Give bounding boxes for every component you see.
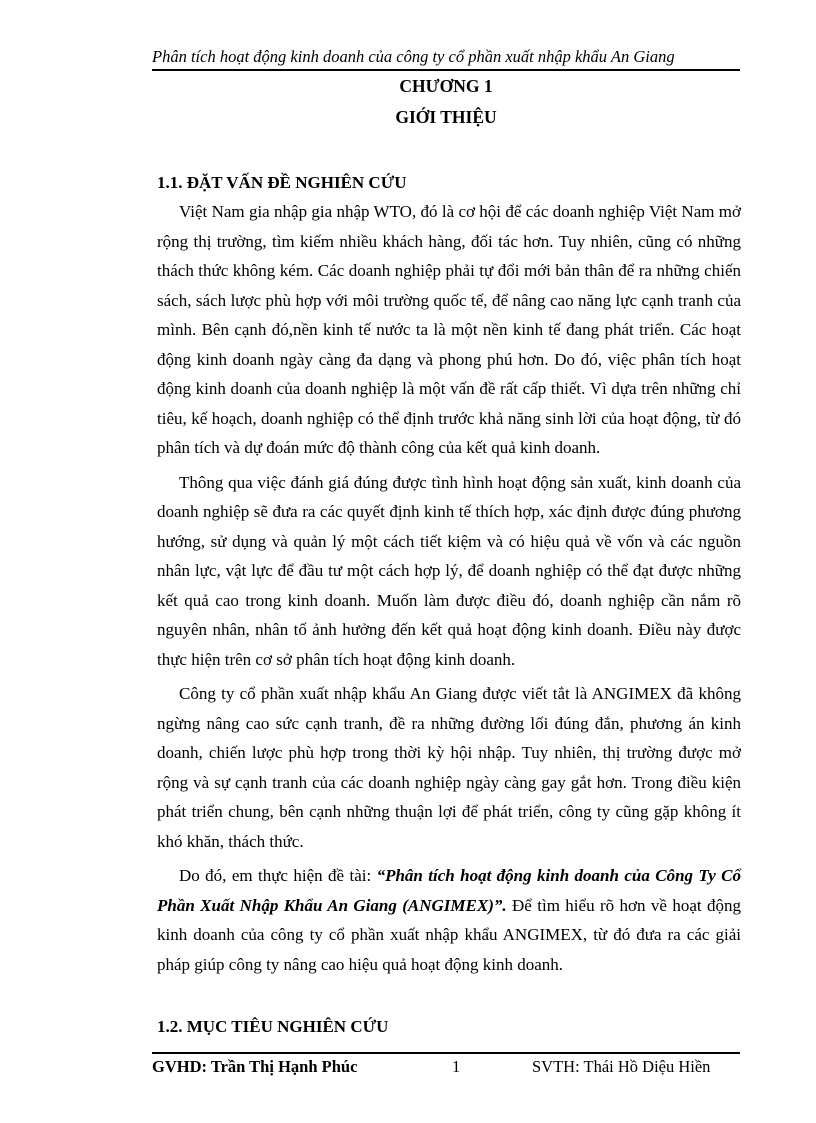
- paragraph: Công ty cổ phần xuất nhập khẩu An Giang được viết tắt là ANGIMEX đã không ngừng nâng cao sức cạnh tranh, đề ra những đường lối đúng đắn, phương án kinh doanh, chiến lược phù hợp trong thời kỳ hội nhập. Tuy nhiên, thị trường được mở rộng và sự cạnh tranh của các doanh nghiệp ngày càng gay gắt hơn. Trong điều kiện phát triển chung, bên cạnh những thuận lợi để phát triển, công ty cũng gặp không ít khó khăn, thách thức.: [157, 684, 741, 851]
- paragraph: Thông qua việc đánh giá đúng được tình hình hoạt động sản xuất, kinh doanh của doanh nghiệp sẽ đưa ra các quyết định kinh tế thích hợp, xác định được đúng phương hướng, sử dụng và quản lý một cách tiết kiệm và có hiệu quả về vốn và các nguồn nhân lực, vật lực để đầu tư một cách hợp lý, để doanh nghiệp có thể đạt được những kết quả cao trong kinh doanh. Muốn làm được điều đó, doanh nghiệp cần nắm rõ nguyên nhân, nhân tố ảnh hưởng đến kết quả hoạt động kinh doanh. Điều này được thực hiện trên cơ sở phân tích hoạt động kinh doanh.: [157, 472, 741, 669]
- body-text: [157, 197, 741, 984]
- topic-lead: Do đó, em thực hiện đề tài:: [179, 866, 377, 885]
- page-number: 1: [452, 1057, 461, 1076]
- running-header: Phân tích hoạt động kinh doanh của công ty cổ phần xuất nhập khẩu An Giang: [152, 47, 675, 66]
- footer-student: SVTH: Thái Hồ Diệu Hiền: [532, 1057, 711, 1076]
- header-rule: [152, 69, 740, 71]
- paragraph-topic: [157, 861, 741, 979]
- section-heading-1-1: 1.1. ĐẶT VẤN ĐỀ NGHIÊN CỨU: [157, 173, 407, 192]
- section-heading-1-2: 1.2. MỤC TIÊU NGHIÊN CỨU: [157, 1017, 389, 1036]
- topic-rest: Để tìm hiểu rõ hơn về hoạt động kinh doanh của công ty cổ phần xuất nhập khẩu ANGIMEX, từ đó đưa ra các giải pháp giúp công ty nâng cao hiệu quả hoạt động kinh doanh.: [157, 895, 741, 974]
- footer-rule: [152, 1052, 740, 1054]
- chapter-title: GIỚI THIỆU: [395, 107, 497, 127]
- footer-advisor: GVHD: Trần Thị Hạnh Phúc: [152, 1057, 358, 1076]
- paragraph: Việt Nam gia nhập gia nhập WTO, đó là cơ hội để các doanh nghiệp Việt Nam mở rộng thị trường, tìm kiếm nhiều khách hàng, đối tác hơn. Tuy nhiên, cũng có những thách thức không kém. Các doanh nghiệp phải tự đổi mới bản thân để ra những chiến sách, sách lược phù hợp với môi trường quốc tế, để nâng cao năng lực cạnh tranh của mình. Bên cạnh đó,nền kinh tế nước ta là một nền kinh tế đang phát triển. Các hoạt động kinh doanh ngày càng đa dạng và phong phú hơn. Do đó, việc phân tích hoạt động kinh doanh của doanh nghiệp là một vấn đề rất cấp thiết. Vì dựa trên những chỉ tiêu, kế hoạch, doanh nghiệp có thể định trước khả năng sinh lời của hoạt động, từ đó phân tích và dự đoán mức độ thành công của kết quả kinh doanh.: [157, 202, 741, 457]
- topic-title: “Phân tích hoạt động kinh doanh của Công Ty Cổ Phần Xuất Nhập Khẩu An Giang (ANGIMEX)”.: [157, 866, 741, 915]
- chapter-number: CHƯƠNG 1: [399, 76, 493, 96]
